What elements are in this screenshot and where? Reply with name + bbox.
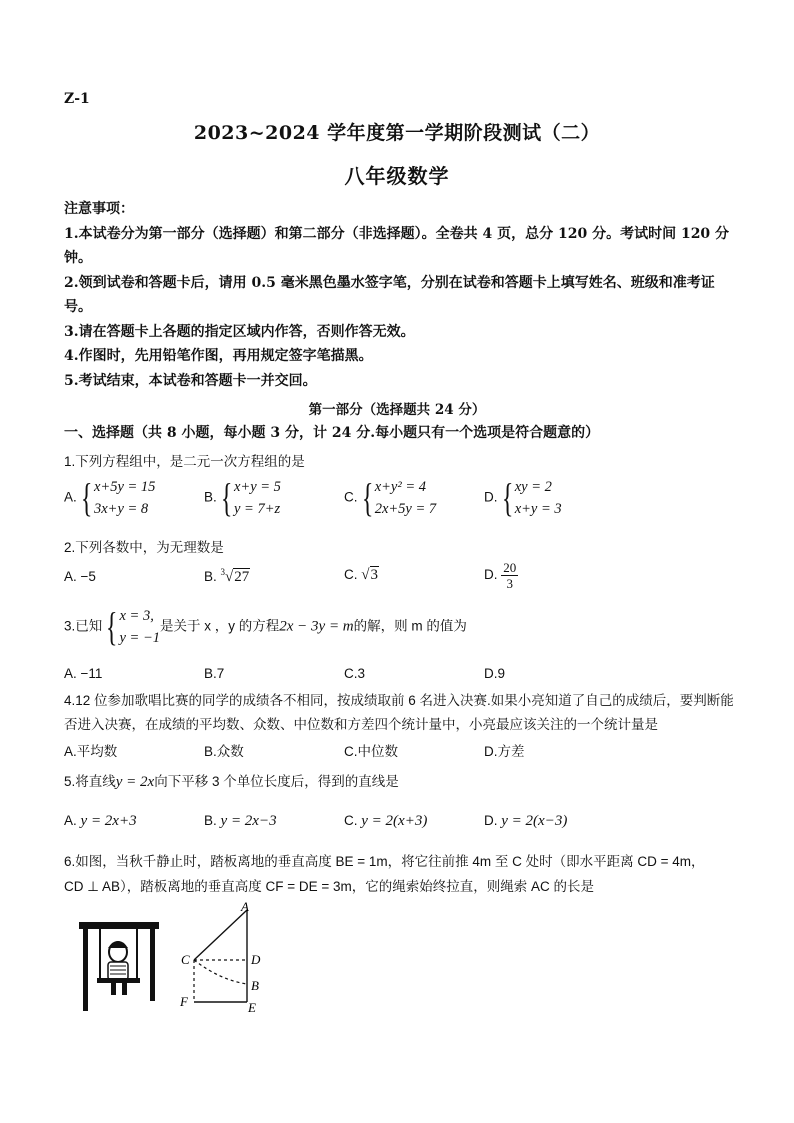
q5-pre: 5.将直线 — [64, 774, 116, 789]
q6-line2: CD ⊥ AB），踏板离地的垂直高度 CF = DE = 3m，它的绳索始终拉直，则绳索 AC 的长是 — [64, 879, 595, 894]
q1-d-line1: xy = 2 — [514, 479, 552, 495]
q2-option-d — [484, 560, 518, 591]
q1-b-line2: y = 7+z — [233, 501, 281, 517]
q6-line1: 6.如图，当秋千静止时，踏板离地的垂直高度 BE = 1m，将它往前推 4m 至 C 处时（即水平距离 CD = 4m， — [64, 854, 705, 869]
q2-d-label: D. — [484, 567, 498, 583]
q1-b-label: B. — [204, 489, 217, 505]
q3-pre: 3.已知 — [64, 618, 103, 634]
q2-c-radicand: 3 — [370, 567, 378, 583]
swing-illustration — [79, 922, 159, 1011]
q1-c-line2: 2x+5y = 7 — [374, 501, 437, 517]
q5-stem — [64, 770, 399, 791]
q1-option-d: D. { xy = 2 x+y = 3 — [484, 475, 562, 520]
q5-option-c — [344, 813, 427, 830]
q5-c-label: C. — [344, 813, 358, 828]
label-c: C — [181, 952, 190, 967]
q4-option-a: A.平均数 — [64, 744, 118, 759]
paper-code: Z-1 — [64, 91, 90, 107]
q1-option-b: B. { x+y = 5 y = 7+z — [204, 475, 281, 520]
q2-option-b: B. $^3$√27 — [204, 567, 250, 585]
q4-option-c: C.中位数 — [344, 744, 398, 759]
notes-heading: 注意事项： — [64, 201, 134, 217]
q4-option-d: D.方差 — [484, 744, 525, 759]
q3-option-c: C.3 — [344, 666, 366, 681]
q2-stem: 2.下列各数中，为无理数是 — [64, 540, 224, 555]
q2-b-label: B. — [204, 569, 217, 584]
q5-d-label: D. — [484, 813, 498, 828]
q5-b-label: B. — [204, 813, 217, 828]
note-item-1: 1.本试卷分为第一部分（选择题）和第二部分（非选择题）。全卷共 4 页，总分 120 分。考试时间 120 分钟。 — [64, 225, 730, 266]
q5-post: 向下平移 3 个单位长度后，得到的直线是 — [154, 774, 399, 789]
note-item-3: 3.请在答题卡上各题的指定区域内作答，否则作答无效。 — [64, 323, 415, 340]
label-b: B — [251, 978, 259, 993]
geometry-diagram — [194, 910, 247, 1002]
q5-option-d — [484, 813, 567, 830]
note-item-4: 4.作图时，先用铅笔作图，再用规定签字笔描黑。 — [64, 348, 373, 364]
label-a: A — [241, 899, 249, 914]
q5-b-expr: y = 2x−3 — [220, 813, 277, 829]
q1-d-line2: x+y = 3 — [514, 501, 562, 517]
q4-stem: 4.12 位参加歌唱比赛的同学的成绩各不相同，按成绩取前 6 名进入决赛.如果小亮知道了自己的成绩后，要判断能否进入决赛，在成绩的平均数、众数、中位数和方差四个统计量中，小亮最应该关注的一个统计量是 — [64, 693, 734, 732]
swing-figure — [70, 898, 280, 1018]
q5-c-expr: y = 2(x+3) — [361, 813, 428, 829]
q2-b-radicand: 27 — [234, 569, 250, 585]
q5-equation: y = 2x — [115, 774, 155, 790]
q2-option-a: A. −5 — [64, 569, 96, 584]
q1-a-line2: 3x+y = 8 — [93, 501, 149, 517]
q2-d-denominator: 3 — [506, 576, 514, 591]
q1-option-c: C. { x+y² = 4 2x+5y = 7 — [344, 475, 437, 520]
q5-d-expr: y = 2(x−3) — [501, 813, 568, 829]
q1-a-line1: x+5y = 15 — [93, 479, 156, 495]
q2-d-numerator: 20 — [503, 560, 517, 575]
q3-line2: y = −1 — [119, 630, 160, 646]
q5-option-a — [64, 813, 137, 830]
q5-option-b — [204, 813, 277, 830]
q3-stem: 3.已知 { x = 3, y = −1 是关于 x ，y 的方程2x − 3y = m的解，则 m 的值为 — [64, 604, 467, 649]
q1-stem: 1.下列方程组中，是二元一次方程组的是 — [64, 454, 305, 469]
label-f: F — [180, 994, 188, 1009]
q2-c-label: C. — [344, 567, 358, 582]
exam-title: 2023~2024 学年度第一学期阶段测试（二） — [193, 122, 601, 144]
q3-post: 的解，则 m 的值为 — [353, 618, 467, 634]
q2-b-index: 3 — [220, 567, 226, 577]
label-d: D — [251, 952, 261, 967]
q3-line1: x = 3, — [119, 608, 154, 624]
q1-c-line1: x+y² = 4 — [374, 479, 426, 495]
q3-option-d: D.9 — [484, 666, 506, 681]
q5-a-expr: y = 2x+3 — [80, 813, 137, 829]
q3-option-a: A. −11 — [64, 666, 103, 681]
q1-c-label: C. — [344, 489, 358, 505]
q5-a-label: A. — [64, 813, 77, 828]
note-item-2: 2.领到试卷和答题卡后，请用 0.5 毫米黑色墨水签字笔，分别在试卷和答题卡上填写姓名、班级和准考证号。 — [64, 274, 715, 315]
q3-option-b: B.7 — [204, 666, 225, 681]
q3-mid: 是关于 x ，y 的方程 — [159, 618, 280, 634]
q1-d-label: D. — [484, 489, 498, 505]
q4-option-b: B.众数 — [204, 744, 244, 759]
q1-option-a: A. { x+5y = 15 3x+y = 8 — [64, 475, 156, 520]
q1-b-line1: x+y = 5 — [233, 479, 281, 495]
exam-subtitle: 八年级数学 — [344, 164, 450, 188]
q2-option-c: C. √3 — [344, 567, 378, 583]
notes-block — [64, 197, 734, 393]
label-e: E — [248, 1000, 256, 1015]
section-heading: 一、选择题（共 8 小题，每小题 3 分，计 24 分.每小题只有一个选项是符合题意的） — [64, 425, 600, 441]
q3-equation: 2x − 3y = m — [279, 618, 354, 635]
note-item-5: 5.考试结束，本试卷和答题卡一并交回。 — [64, 372, 317, 389]
q1-a-label: A. — [64, 489, 77, 505]
part1-heading: 第一部分（选择题共 24 分） — [308, 402, 486, 418]
